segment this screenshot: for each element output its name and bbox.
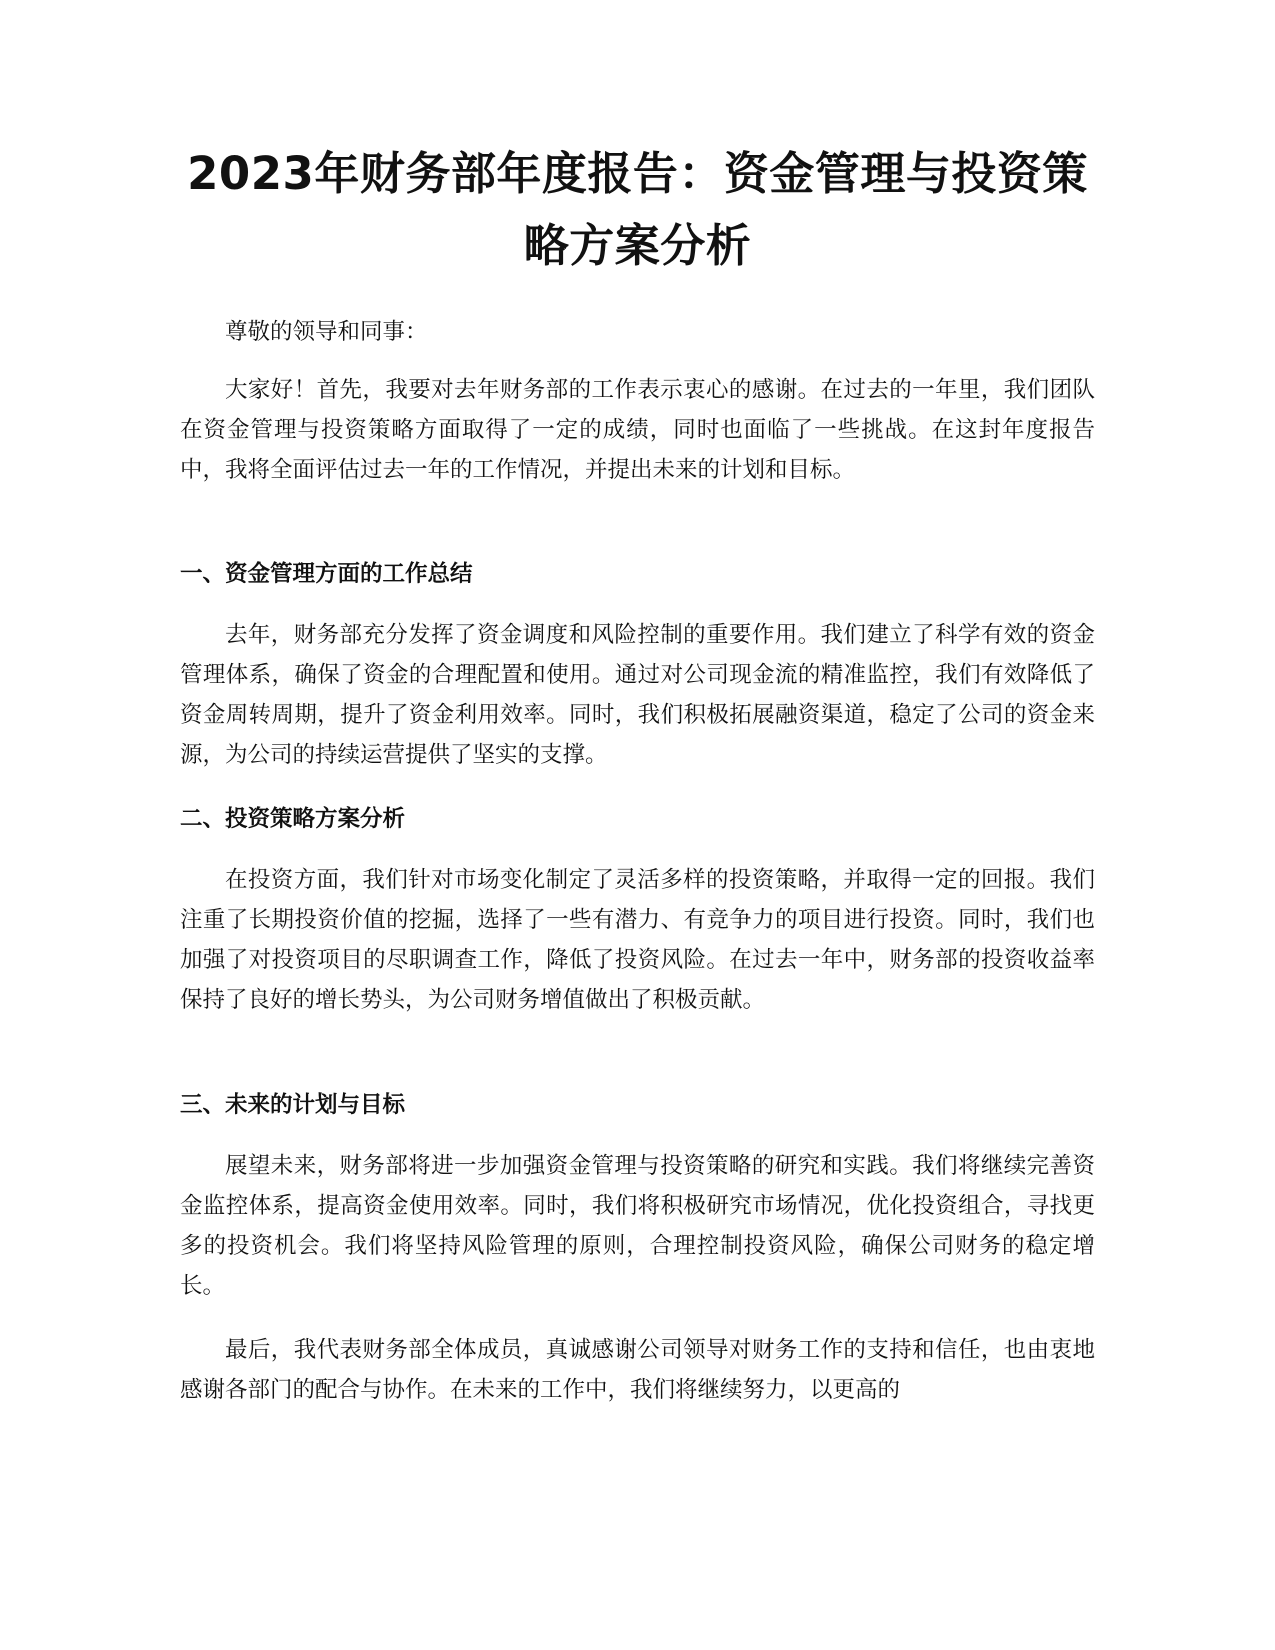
section-heading-investment-strategy: 二、投资策略方案分析 <box>180 806 406 832</box>
section-heading-future-plans: 三、未来的计划与目标 <box>180 1092 406 1118</box>
section-body-fund-management: 去年，财务部充分发挥了资金调度和风险控制的重要作用。我们建立了科学有效的资金管理体系，确保了资金的合理配置和使用。通过对公司现金流的精准监控，我们有效降低了资金周转周期，提升了资金利用效率。同时，我们积极拓展融资渠道，稳定了公司的资金来源，为公司的持续运营提供了坚实的支撑。 <box>180 622 1095 768</box>
greeting-paragraph: 尊敬的领导和同事： <box>225 319 428 345</box>
section-heading-fund-management: 一、资金管理方面的工作总结 <box>180 561 473 587</box>
section-body-future-plans: 展望未来，财务部将进一步加强资金管理与投资策略的研究和实践。我们将继续完善资金监控体系，提高资金使用效率。同时，我们将积极研究市场情况，优化投资组合，寻找更多的投资机会。我们将坚持风险管理的原则，合理控制投资风险，确保公司财务的稳定增长。 <box>180 1153 1095 1299</box>
section-body-investment-strategy: 在投资方面，我们针对市场变化制定了灵活多样的投资策略，并取得一定的回报。我们注重了长期投资价值的挖掘，选择了一些有潜力、有竞争力的项目进行投资。同时，我们也加强了对投资项目的尽职调查工作，降低了投资风险。在过去一年中，财务部的投资收益率保持了良好的增长势头，为公司财务增值做出了积极贡献。 <box>180 867 1095 1013</box>
closing-paragraph: 最后，我代表财务部全体成员，真诚感谢公司领导对财务工作的支持和信任，也由衷地感谢各部门的配合与协作。在未来的工作中，我们将继续努力，以更高的 <box>180 1337 1095 1403</box>
document-title: 2023年财务部年度报告：资金管理与投资策略方案分析 <box>187 147 1088 272</box>
intro-paragraph: 大家好！首先，我要对去年财务部的工作表示衷心的感谢。在过去的一年里，我们团队在资金管理与投资策略方面取得了一定的成绩，同时也面临了一些挑战。在这封年度报告中，我将全面评估过去一年的工作情况，并提出未来的计划和目标。 <box>180 377 1095 483</box>
